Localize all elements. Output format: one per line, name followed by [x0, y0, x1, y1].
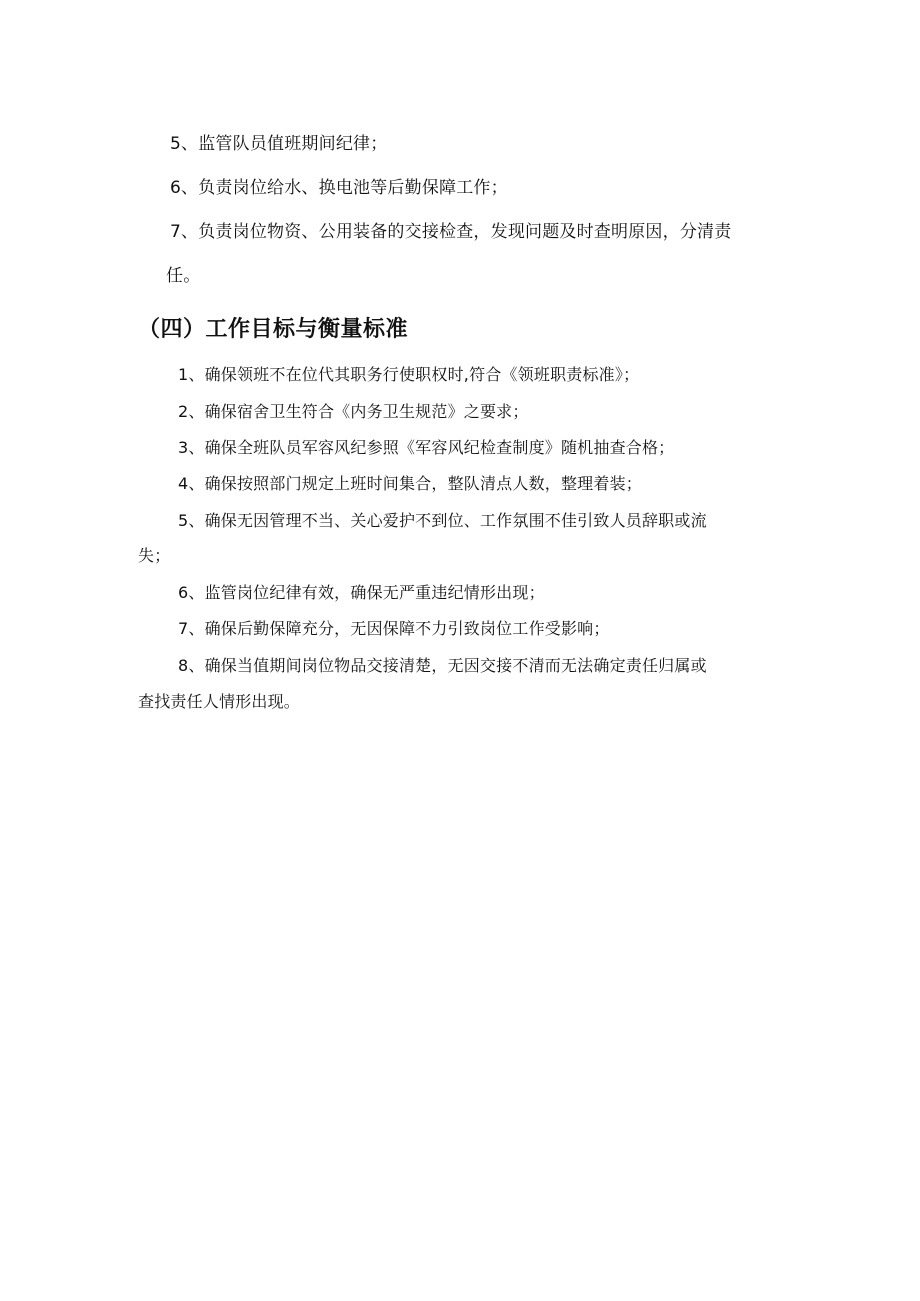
goal-item-8-continued: 查找责任人情形出现。	[138, 692, 301, 711]
duty-item-6: 6、负责岗位给水、换电池等后勤保障工作；	[170, 178, 508, 198]
goal-item-8: 8、确保当值期间岗位物品交接清楚，无因交接不清而无法确定责任归属或	[178, 656, 707, 675]
duty-item-7-continued: 任。	[166, 266, 201, 286]
section-heading: （四）工作目标与衡量标准	[138, 317, 409, 342]
goal-item-1: 1、确保领班不在位代其职务行使职权时,符合《领班职责标准》；	[178, 365, 640, 384]
goal-item-4: 4、确保按照部门规定上班时间集合，整队清点人数，整理着装；	[178, 474, 642, 493]
duty-item-7: 7、负责岗位物资、公用装备的交接检查，发现问题及时查明原因，分清责	[170, 222, 732, 242]
goal-item-3: 3、确保全班队员军容风纪参照《军容风纪检查制度》随机抽查合格；	[178, 438, 675, 457]
goal-item-2: 2、确保宿舍卫生符合《内务卫生规范》之要求；	[178, 402, 529, 421]
goal-item-7: 7、确保后勤保障充分，无因保障不力引致岗位工作受影响；	[178, 619, 610, 638]
goal-item-5: 5、确保无因管理不当、关心爱护不到位、工作氛围不佳引致人员辞职或流	[178, 511, 707, 530]
goal-item-6: 6、监管岗位纪律有效，确保无严重违纪情形出现；	[178, 583, 545, 602]
duty-item-5: 5、监管队员值班期间纪律；	[170, 134, 388, 154]
goal-item-5-continued: 失；	[138, 546, 171, 565]
